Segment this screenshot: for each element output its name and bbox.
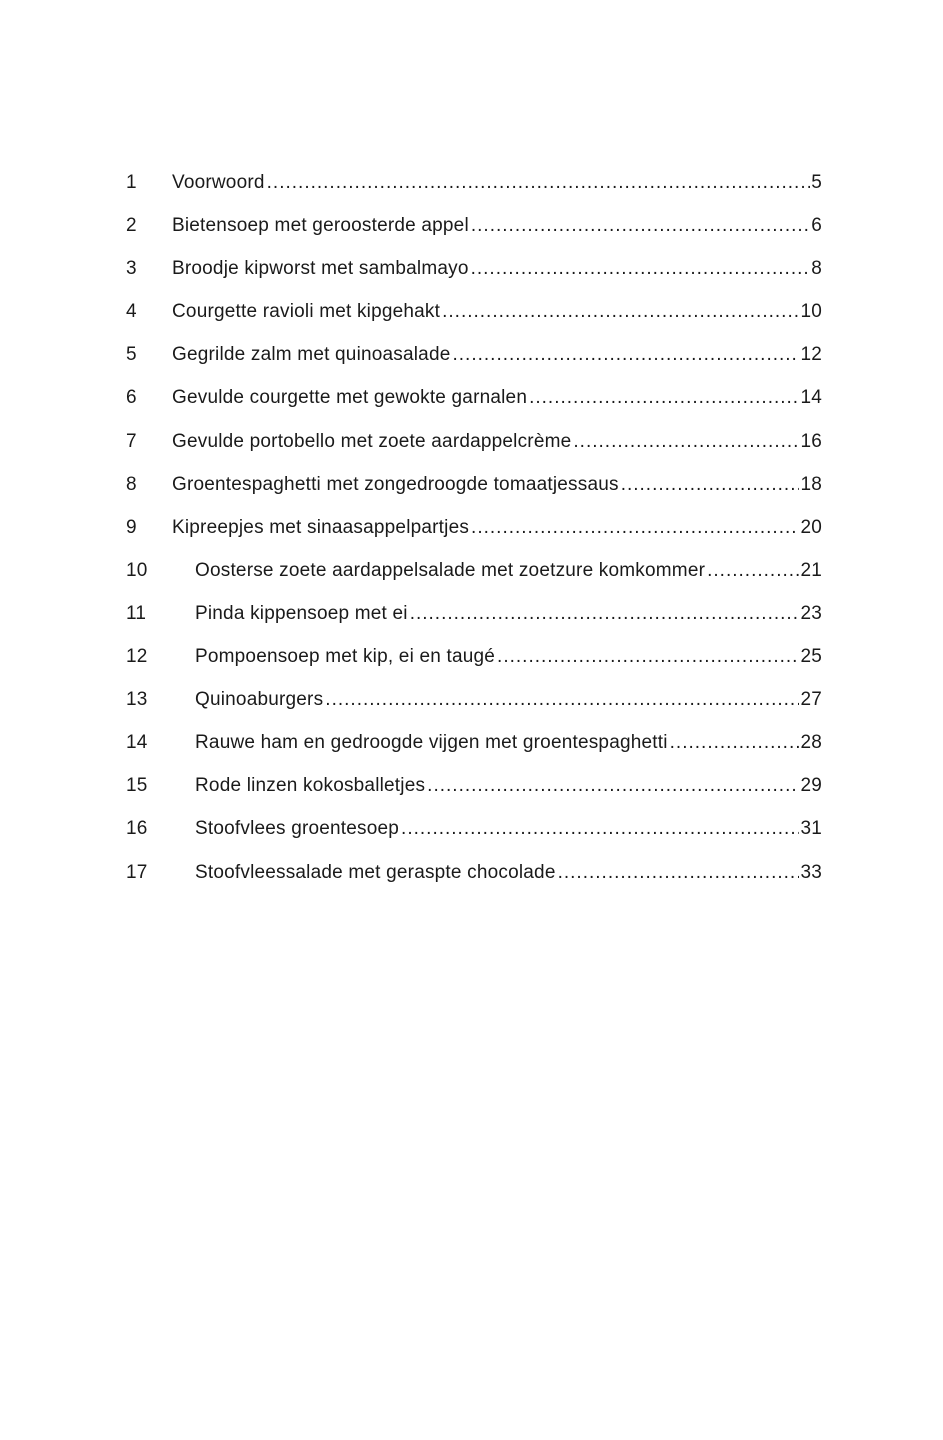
toc-entry[interactable] xyxy=(126,290,822,333)
toc-entry-number: 2 xyxy=(126,215,137,237)
toc-entry[interactable] xyxy=(126,635,822,678)
toc-entry-page: 14 xyxy=(800,387,822,409)
toc-leader-dots xyxy=(471,247,811,290)
toc-entry-title: Pompoensoep met kip, ei en taugé xyxy=(195,646,496,668)
toc-entry[interactable] xyxy=(126,463,822,506)
toc-entry-number: 3 xyxy=(126,258,137,280)
toc-entry-title: Broodje kipworst met sambalmayo xyxy=(172,258,469,280)
toc-leader-dots xyxy=(442,290,799,333)
toc-entry-page: 25 xyxy=(800,646,822,668)
toc-entry[interactable] xyxy=(126,764,822,807)
toc-leader-dots xyxy=(707,549,799,592)
toc-entry-page: 27 xyxy=(800,689,822,711)
toc-entry-page: 6 xyxy=(811,215,822,237)
toc-entry-number: 7 xyxy=(126,430,137,452)
toc-leader-dots xyxy=(573,420,799,463)
toc-entry-page: 23 xyxy=(800,602,822,624)
toc-entry-page: 20 xyxy=(800,516,822,538)
toc-entry[interactable] xyxy=(126,247,822,290)
toc-leader-dots xyxy=(529,376,799,419)
toc-entry-page: 5 xyxy=(811,172,822,193)
toc-entry[interactable] xyxy=(126,851,822,894)
toc-entry-title: Kipreepjes met sinaasappelpartjes xyxy=(172,516,470,538)
toc-entry-number: 14 xyxy=(126,732,148,754)
toc-entry-title: Voorwoord xyxy=(172,172,265,193)
toc-leader-dots xyxy=(558,851,800,894)
toc-leader-dots xyxy=(267,161,811,204)
toc-entry-page: 12 xyxy=(800,344,822,366)
toc-entry-number: 9 xyxy=(126,516,137,538)
toc-leader-dots xyxy=(427,764,799,807)
toc-entry[interactable] xyxy=(126,204,822,247)
toc-entry-number: 6 xyxy=(126,387,137,409)
toc-entry-title: Gegrilde zalm met quinoasalade xyxy=(172,344,451,366)
toc-entry-page: 18 xyxy=(800,473,822,495)
toc-entry-title: Rauwe ham en gedroogde vijgen met groentespaghetti xyxy=(195,732,668,754)
toc-entry[interactable] xyxy=(126,721,822,764)
toc-leader-dots xyxy=(621,463,800,506)
toc-entry-page: 10 xyxy=(800,301,822,323)
toc-entry-page: 8 xyxy=(811,258,822,280)
toc-entry-page: 33 xyxy=(800,861,822,883)
toc-entry[interactable] xyxy=(126,549,822,592)
toc-entry-title: Stoofvlees groentesoep xyxy=(195,818,400,840)
toc-leader-dots xyxy=(471,506,799,549)
toc-entry-number: 1 xyxy=(126,172,137,193)
toc-entry-number: 12 xyxy=(126,646,148,668)
toc-entry-number: 11 xyxy=(126,602,147,624)
toc-entry[interactable] xyxy=(126,376,822,419)
toc-entry-number: 4 xyxy=(126,301,137,323)
toc-entry-title: Courgette ravioli met kipgehakt xyxy=(172,301,441,323)
toc-entry-page: 21 xyxy=(800,559,822,581)
toc-entry-page: 29 xyxy=(800,775,822,797)
toc-leader-dots xyxy=(453,333,800,376)
toc-leader-dots xyxy=(670,721,800,764)
toc-entry-title: Bietensoep met geroosterde appel xyxy=(172,215,469,237)
toc-entry[interactable] xyxy=(126,592,822,635)
toc-leader-dots xyxy=(497,635,799,678)
toc-entry-title: Groentespaghetti met zongedroogde tomaatjessaus xyxy=(172,473,619,495)
toc-entry[interactable] xyxy=(126,333,822,376)
toc-entry-number: 10 xyxy=(126,559,148,581)
toc-leader-dots xyxy=(401,807,799,850)
toc-entry-page: 31 xyxy=(800,818,822,840)
toc-leader-dots xyxy=(325,678,799,721)
toc-entry-title: Quinoaburgers xyxy=(195,689,324,711)
toc-entry-number: 17 xyxy=(126,861,148,883)
toc-leader-dots xyxy=(471,204,810,247)
toc-entry[interactable] xyxy=(126,506,822,549)
toc-entry-page: 28 xyxy=(800,732,822,754)
toc-entry-title: Rode linzen kokosballetjes xyxy=(195,775,426,797)
toc-entry[interactable] xyxy=(126,807,822,850)
toc-entry-page: 16 xyxy=(800,430,822,452)
toc-entry-number: 8 xyxy=(126,473,137,495)
table-of-contents xyxy=(126,161,822,894)
toc-entry-title: Stoofvleessalade met geraspte chocolade xyxy=(195,861,556,883)
toc-entry-number: 5 xyxy=(126,344,137,366)
toc-entry-number: 16 xyxy=(126,818,148,840)
toc-entry-title: Gevulde courgette met gewokte garnalen xyxy=(172,387,528,409)
toc-entry-title: Pinda kippensoep met ei xyxy=(195,602,408,624)
toc-entry-title: Oosterse zoete aardappelsalade met zoetzure komkommer xyxy=(195,559,706,581)
toc-entry[interactable] xyxy=(126,161,822,204)
toc-leader-dots xyxy=(410,592,800,635)
toc-entry[interactable] xyxy=(126,420,822,463)
toc-entry-number: 13 xyxy=(126,689,148,711)
toc-entry[interactable] xyxy=(126,678,822,721)
toc-entry-number: 15 xyxy=(126,775,148,797)
toc-entry-title: Gevulde portobello met zoete aardappelcrème xyxy=(172,430,572,452)
